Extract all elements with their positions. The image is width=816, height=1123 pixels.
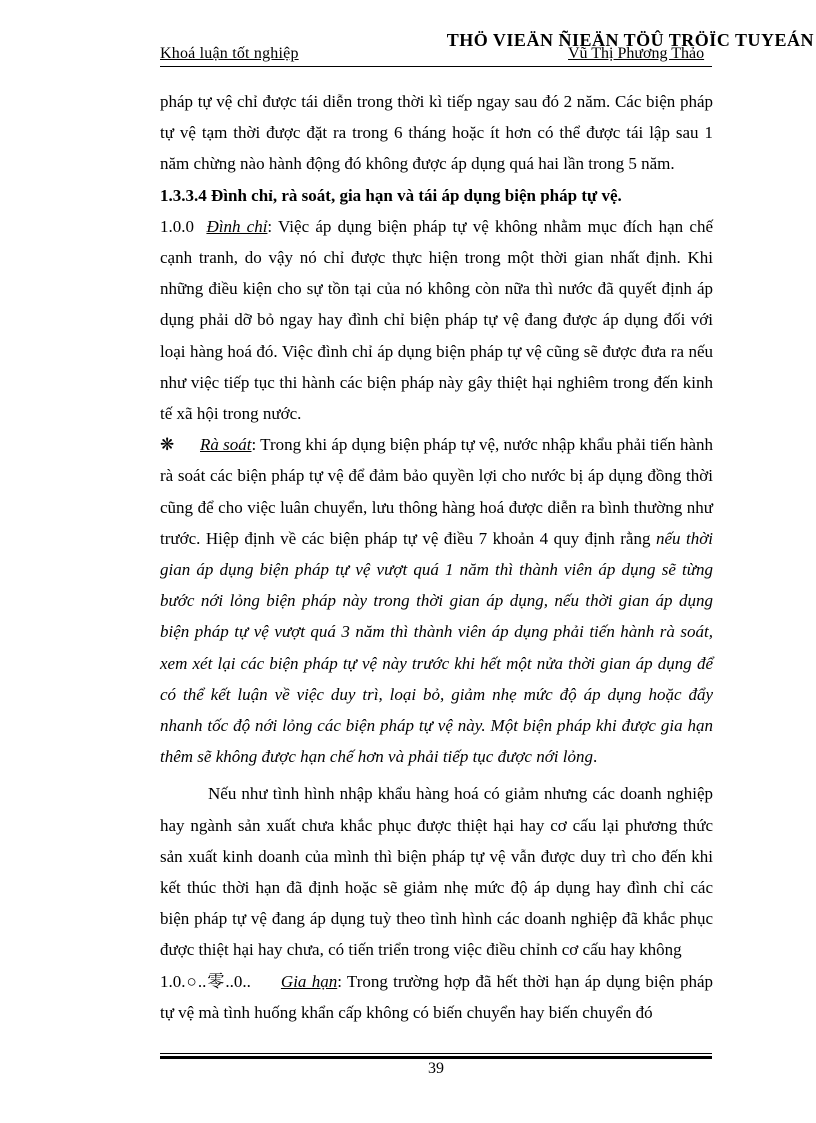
- extension-text: : Trong trường hợp đã hết thời hạn áp dụng biện pháp tự vệ mà tình huống khẩn cấp không có biến chuyển hay biến chuyển đó: [160, 971, 713, 1022]
- bullet-icon: ❋: [160, 435, 175, 455]
- header-title: Khoá luận tốt nghiệp: [160, 45, 299, 62]
- header-watermark: THÖ VIEÄN ÑIEÄN TÖÛ TRÖÏC TUYEÁN: [446, 30, 814, 50]
- footer-rule-thick: [160, 1056, 712, 1059]
- item-number-extension: 1.0.○..零..0..: [160, 971, 251, 991]
- term-suspension: Đình chỉ: [206, 216, 268, 236]
- paragraph-continuation: pháp tự vệ chỉ được tái diễn trong thời kì tiếp ngay sau đó 2 năm. Các biện pháp tự vệ tạm thời được đặt ra trong 6 tháng hoặc ít hơn có thể được tái lập sau 1 năm chừng nào hành động đó không được áp dụng quá hai lần trong 5 năm.: [160, 92, 713, 174]
- term-review: Rà soát: [200, 435, 252, 455]
- item-number: 1.0.0: [160, 216, 194, 236]
- page-number: 39: [428, 1060, 444, 1077]
- footer-rule: [160, 1053, 712, 1054]
- page-body: [160, 86, 713, 1028]
- review-quote: nếu thời gian áp dụng biện pháp tự vệ vượt quá 1 năm thì thành viên áp dụng sẽ từng bước nới lỏng biện pháp này trong thời gian áp dụng, nếu thời gian áp dụng biện pháp tự vệ vượt quá 3 năm thì thành viên áp dụng phải tiến hành rà soát, xem xét lại các biện pháp tự vệ này trước khi hết một nửa thời gian áp dụng để có thể kết luận về việc duy trì, loại bỏ, giảm nhẹ mức độ áp dụng hoặc đẩy nhanh tốc độ nới lỏng các biện pháp tự vệ này. Một biện pháp khi được gia hạn thêm sẽ không được hạn chế hơn và phải tiếp tục được nới lỏng: [160, 528, 713, 767]
- review-end: .: [593, 747, 598, 767]
- header-rule: [160, 66, 712, 67]
- paragraph-review: [160, 429, 713, 772]
- header-author: Vũ Thị Phương Thảo: [568, 45, 705, 62]
- term-extension: Gia hạn: [280, 971, 338, 991]
- suspension-text: : Việc áp dụng biện pháp tự vệ không nhằm mục đích hạn chế cạnh tranh, do vậy nó chỉ được thực hiện trong một thời gian nhất định. Khi những điều kiện cho sự tồn tại của nó không còn nữa thì nước đã quyết định áp dụng phải dỡ bỏ ngay hay đình chỉ biện pháp tự vệ đang được áp dụng đối với loại hàng hoá đó. Việc đình chỉ áp dụng biện pháp tự vệ cũng sẽ được đưa ra nếu như việc tiếp tục thi hành các biện pháp này gây thiệt hại nghiêm trong đến kinh tế xã hội trong nước.: [160, 216, 713, 424]
- paragraph-extension: [160, 966, 713, 1028]
- section-heading: 1.3.3.4 Đình chỉ, rà soát, gia hạn và tái áp dụng biện pháp tự vệ.: [160, 185, 622, 205]
- review-text: : Trong khi áp dụng biện pháp tự vệ, nước nhập khẩu phải tiến hành rà soát các biện pháp tự vệ để đảm bảo quyền lợi cho nước bị áp dụng đồng thời cũng để cho việc luân chuyển, lưu thông hàng hoá được diễn ra bình thường như trước. Hiệp định về các biện pháp tự vệ điều 7 khoản 4 quy định rằng: [160, 435, 713, 548]
- paragraph-imports: Nếu như tình hình nhập khẩu hàng hoá có giảm nhưng các doanh nghiệp hay ngành sản xuất chưa khắc phục được thiệt hại hay cơ cấu lại phương thức sản xuất kinh doanh của mình thì biện pháp tự vệ vẫn được duy trì cho đến khi kết thúc thời hạn đã định hoặc sẽ giảm nhẹ mức độ áp dụng hay đình chỉ các biện pháp tự vệ đang áp dụng tuỳ theo tình hình các doanh nghiệp đã khắc phục được thiệt hại hay chưa, có tiến triển trong việc điều chỉnh cơ cấu hay không: [160, 784, 713, 960]
- paragraph-suspension: [160, 211, 713, 429]
